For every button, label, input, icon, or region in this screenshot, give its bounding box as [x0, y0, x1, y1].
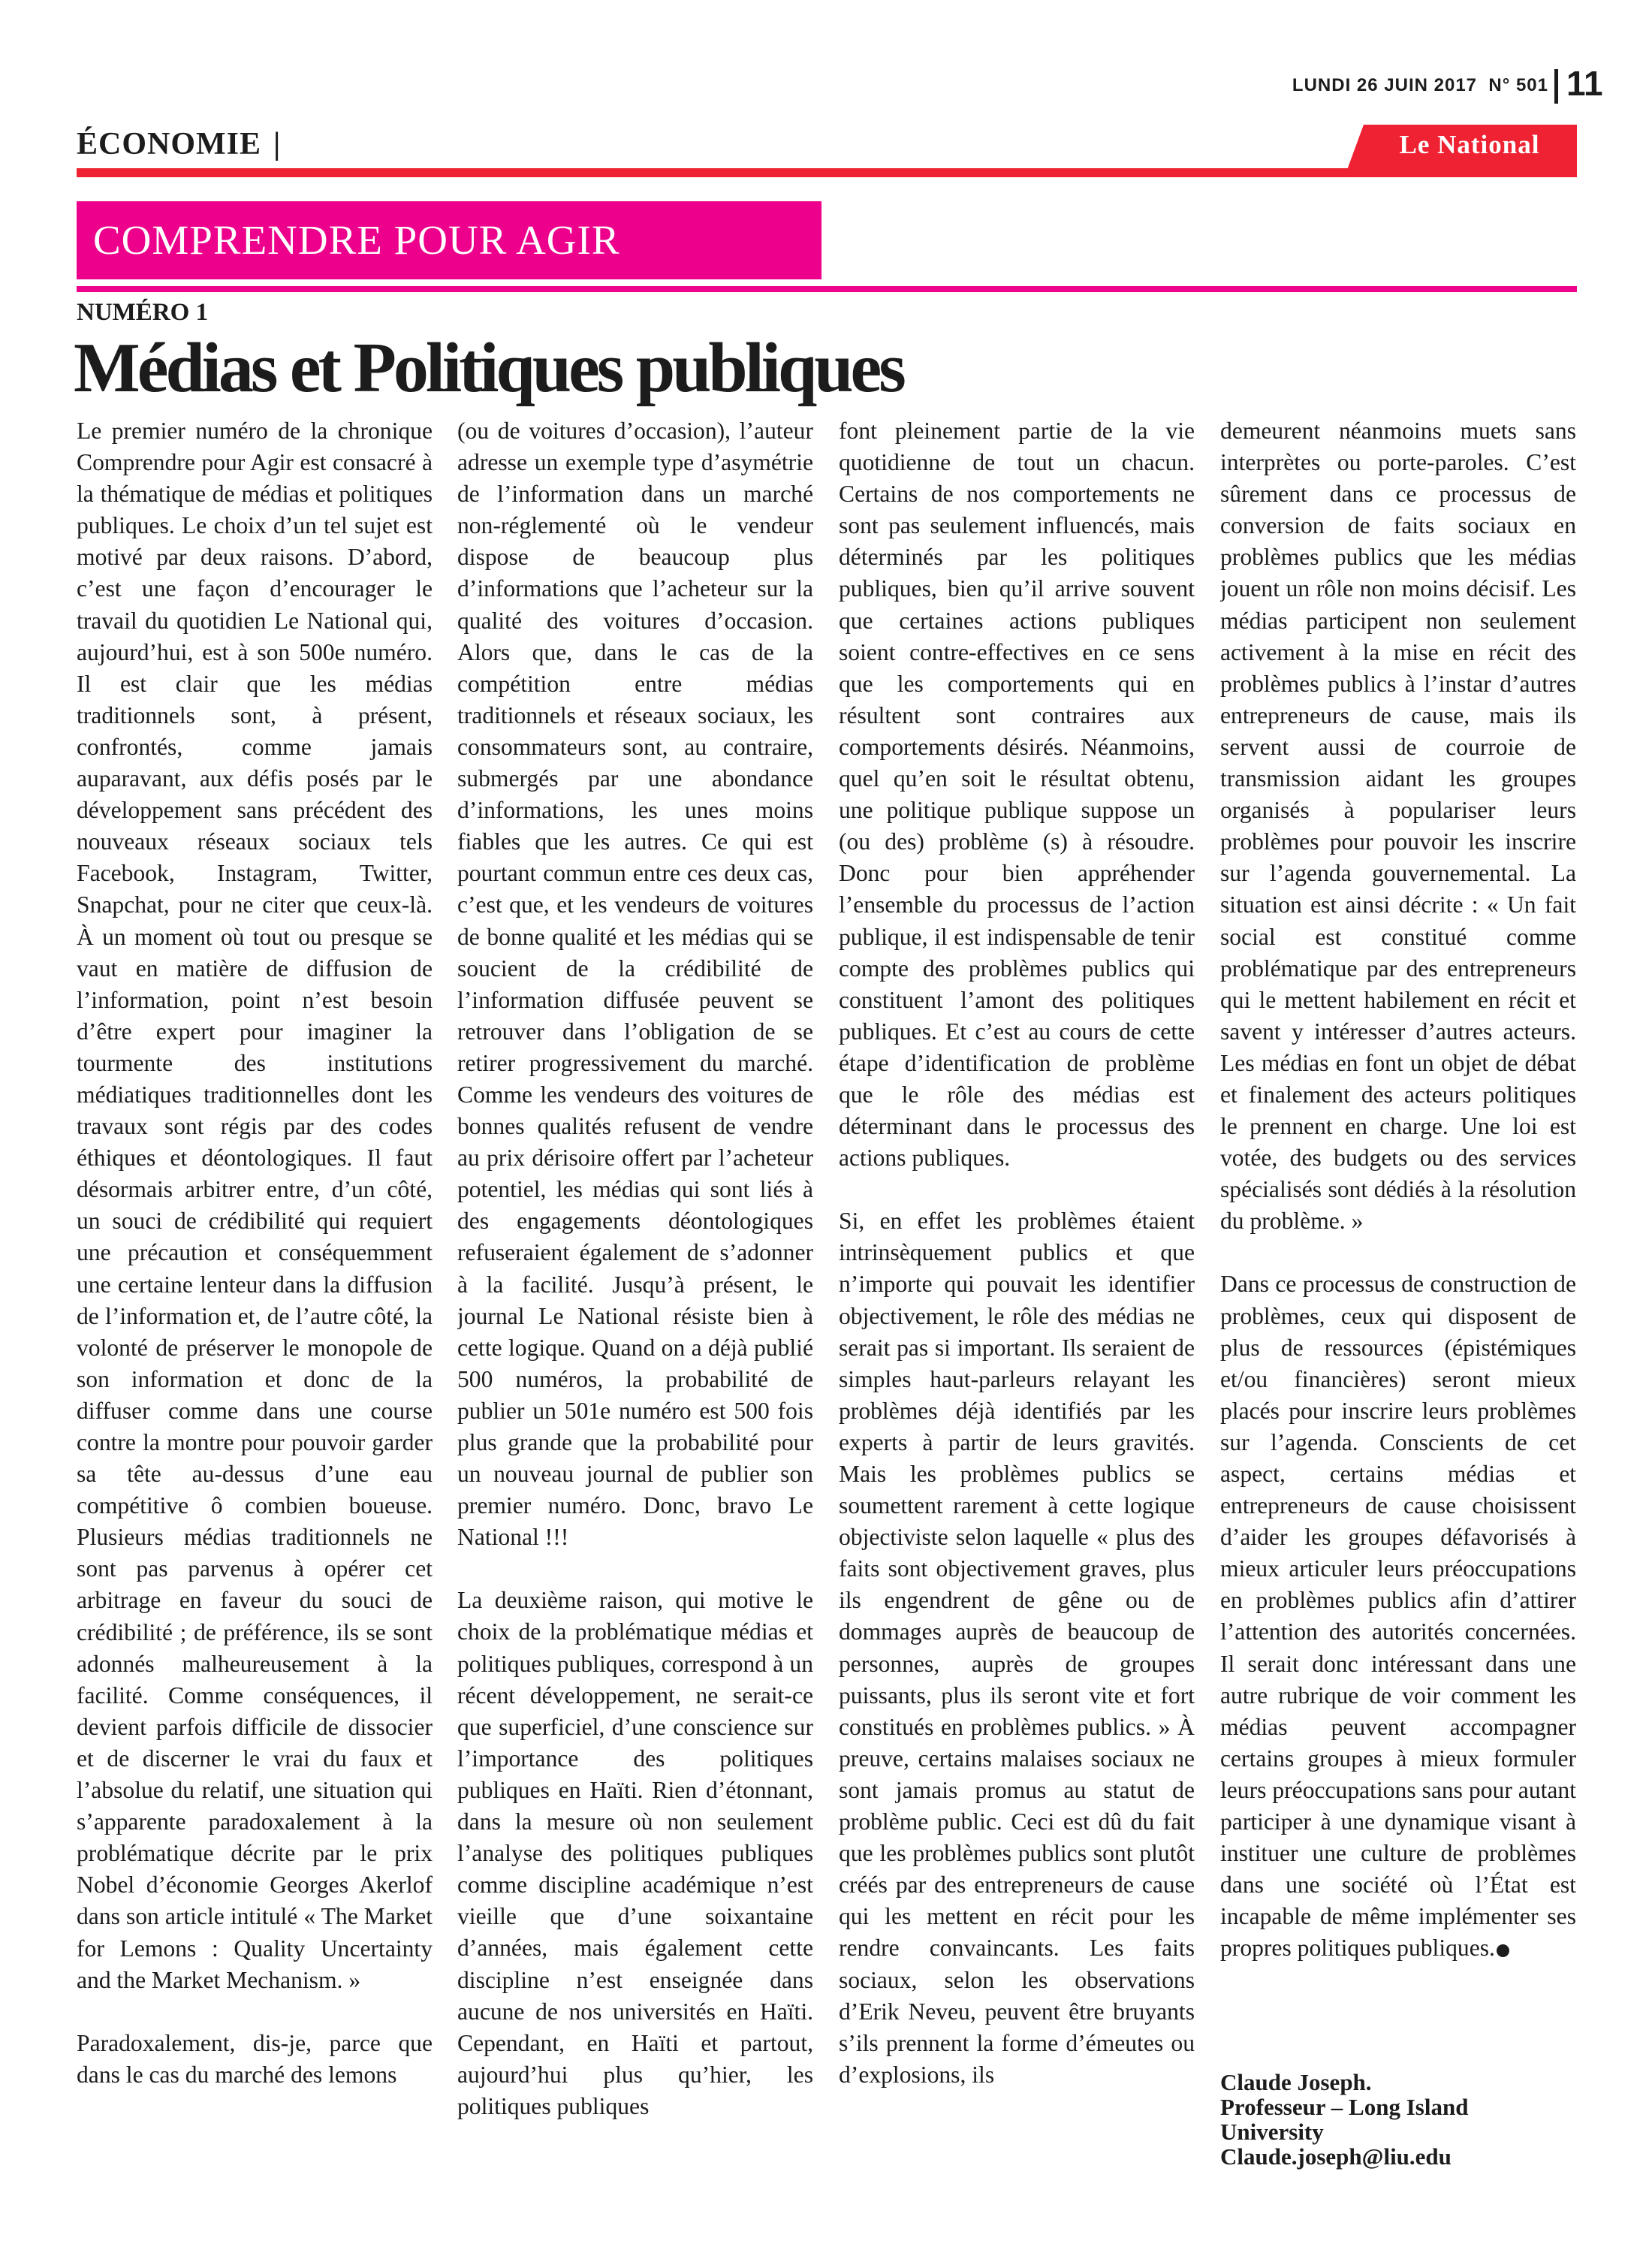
brand-name: Le National	[1399, 130, 1540, 159]
paragraph: font pleinement partie de la vie quotidienne de tout un chacun. Certains de nos comportements ne sont pas seulement influencés, mais déterminés par les politiques publiques, bien qu’il arrive souvent que certaines actions publiques soient contre-effectives en ce sens que les comportements qui en résultent sont contraires aux comportements désirés. Néanmoins, quel qu’en soit le résultat obtenu, une politique publique suppose un (ou des) problème (s) à résoudre. Donc pour bien appréhender l’ensemble du processus de l’action publique, il est indispensable de tenir compte des problèmes publics qui constituent l’amont des politiques publiques. Et c’est au cours de cette étape d’identification de problème que le rôle des médias est déterminant dans le processus des actions publiques.	[839, 418, 1195, 1172]
section-label	[77, 126, 281, 162]
masthead-divider	[1554, 69, 1558, 104]
section-name: ÉCONOMIE	[77, 127, 262, 161]
masthead-date	[1292, 75, 1548, 96]
issue-label: NUMÉRO 1	[77, 299, 209, 326]
chronicle-rule	[77, 286, 1577, 292]
page-number: 11	[1566, 64, 1603, 103]
final-paragraph	[1220, 1268, 1576, 1964]
issue-number: N° 501	[1488, 75, 1548, 95]
date: LUNDI 26 JUIN 2017	[1292, 75, 1478, 95]
paragraph: Si, en effet les problèmes étaient intrinsèquement publics et que n’importe qui pouvait les identifier objectivement, le rôle des médias ne serait pas si important. Ils seraient de simples haut-parleurs relayant les problèmes déjà identifiés par les experts à partir de leurs gravités. Mais les problèmes publics se soumettent rarement à cette logique objectiviste selon laquelle « plus des faits sont objectivement graves, plus ils engendrent de gêne ou de dommages auprès de beaucoup de personnes, auprès de groupes puissants, plus ils seront vite et fort constitués en problèmes publics. » À preuve, certains malaises sociaux ne sont jamais promus au statut de problème public. Ceci est dû du fait que les problèmes publics sont plutôt créés par des entrepreneurs de cause qui les mettent en récit pour les rendre convaincants. Les faits sociaux, selon les observations d’Erik Neveu, peuvent être bruyants s’ils prennent la forme d’émeutes ou d’explosions, ils	[839, 1208, 1195, 2088]
article-column-3	[839, 415, 1195, 2233]
chronicle-title: COMPRENDRE POUR AGIR	[93, 217, 620, 263]
paragraph: Paradoxalement, dis-je, parce que dans le cas du marché des lemons	[77, 2029, 433, 2088]
paragraph: La deuxième raison, qui motive le choix de la problématique médias et politiques publiques, correspond à un récent développement, ne serait-ce que superficiel, d’une conscience sur l’importance des politiques publiques en Haïti. Rien d’étonnant, dans la mesure où non seulement l’analyse des politiques publiques comme discipline académique n’est vieille que d’une soixantaine d’années, mais également cette discipline n’est enseignée dans aucune de nos universités en Haïti. Cependant, en Haïti et partout, aujourd’hui plus qu’hier, les politiques publiques	[457, 1587, 813, 2119]
paragraph: Le premier numéro de la chronique Comprendre pour Agir est consacré à la thématique de médias et politiques publiques. Le choix d’un tel sujet est motivé par deux raisons. D’abord, c’est une façon d’encourager le travail du quotidien Le National qui, aujourd’hui, est à son 500e numéro. Il est clair que les médias traditionnels sont, à présent, confrontés, comme jamais auparavant, aux défis posés par le développement sans précédent des nouveaux réseaux sociaux tels Facebook, Instagram, Twitter, Snapchat, pour ne citer que ceux-là. À un moment où tout ou presque se vaut en matière de diffusion de l’information, point n’est besoin d’être expert pour imaginer la tourmente des institutions médiatiques traditionnelles dont les travaux sont régis par des codes éthiques et déontologiques. Il faut désormais arbitrer entre, d’un côté, un souci de crédibilité qui requiert une précaution et conséquemment une certaine lenteur dans la diffusion de l’information et, de l’autre côté, la volonté de préserver le monopole de son information et donc de la diffuser comme dans une course contre la montre pour pouvoir garder sa tête au-dessus d’une eau compétitive ô combien boueuse. Plusieurs médias traditionnels ne sont pas parvenus à opérer cet arbitrage en faveur du souci de crédibilité ; de préférence, ils se sont adonnés malheureusement à la facilité. Comme conséquences, il devient parfois difficile de dissocier et de discerner le vrai du faux et l’absolue du relatif, une situation qui s’apparente paradoxalement à la problématique décrite par le prix Nobel d’économie Georges Akerlof dans son article intitulé « The Market for Lemons : Quality Uncertainty and the Market Mechanism. »	[77, 418, 433, 1993]
paragraph: demeurent néanmoins muets sans interprètes ou porte-paroles. C’est sûrement dans ce processus de conversion de faits sociaux en problèmes publics que les médias jouent un rôle non moins décisif. Les médias participent non seulement activement à la mise en récit des problèmes publics à l’instar d’autres entrepreneurs de cause, mais ils servent aussi de courroie de transmission aidant les groupes organisés à populariser leurs problèmes pour pouvoir les inscrire sur l’agenda gouvernemental. La situation est ainsi décrite : « Un fait social est constitué comme problématique par des entrepreneurs qui le mettent habilement en récit et savent y intéresser d’autres acteurs. Les médias en font un objet de débat et finalement des acteurs politiques le prennent en charge. Une loi est votée, des budgets ou des services spécialisés sont dédiés à la résolution du problème. »	[1220, 418, 1576, 1235]
article-column-2	[457, 415, 813, 2233]
paragraph-text: Dans ce processus de construction de problèmes, ceux qui disposent de plus de ressources (épistémiques et/ou financières) seront mieux placés pour inscrire leurs problèmes sur l’agenda. Conscients de cet aspect, certains médias et entrepreneurs de cause choisissent d’aider les groupes défavorisés à mieux articuler leurs préoccupations en problèmes publics afin d’attirer l’attention des autorités concernées. Il serait donc intéressant dans une autre rubrique de voir comment les médias peuvent accompagner certains groupes à mieux formuler leurs préoccupations sans pour autant participer à une dynamique visant à instituer une culture de problèmes dans une société où l’État est incapable de même implémenter ses propres politiques publiques.	[1220, 1271, 1576, 1962]
author-title: Professeur – Long Island University	[1220, 2094, 1469, 2145]
author-name: Claude Joseph.	[1220, 2069, 1372, 2095]
author-signature	[1220, 2070, 1577, 2169]
article-column-1	[77, 415, 433, 2233]
section-separator: |	[273, 127, 282, 161]
paragraph: (ou de voitures d’occasion), l’auteur adresse un exemple type d’asymétrie de l’information dans un marché non-réglementé où le vendeur dispose de beaucoup plus d’informations que l’acheteur sur la qualité des voitures d’occasion. Alors que, dans le cas de la compétition entre médias traditionnels et réseaux sociaux, les consommateurs sont, au contraire, submergés par une abondance d’informations, les unes moins fiables que les autres. Ce qui est pourtant commun entre ces deux cas, c’est que, et les vendeurs de voitures de bonne qualité et les médias qui se soucient de la crédibilité de l’information diffusée peuvent se retrouver dans l’obligation de se retirer progressivement du marché. Comme les vendeurs des voitures de bonnes qualités refusent de vendre au prix dérisoire offert par l’acheteur potentiel, les médias qui sont liés à des engagements déontologiques refuseraient également de s’adonner à la facilité. Jusqu’à présent, le journal Le National résiste bien à cette logique. Quand on a déjà publié 500 numéros, la probabilité de publier un 501e numéro est 500 fois plus grande que la probabilité pour un nouveau journal de publier son premier numéro. Donc, bravo Le National !!!	[457, 418, 813, 1551]
header-rule	[77, 168, 1577, 177]
end-of-article-icon	[1497, 1944, 1509, 1957]
author-email: Claude.joseph@liu.edu	[1220, 2143, 1452, 2170]
article-column-4	[1220, 415, 1576, 2233]
article-headline: Médias et Politiques publiques	[74, 329, 903, 407]
